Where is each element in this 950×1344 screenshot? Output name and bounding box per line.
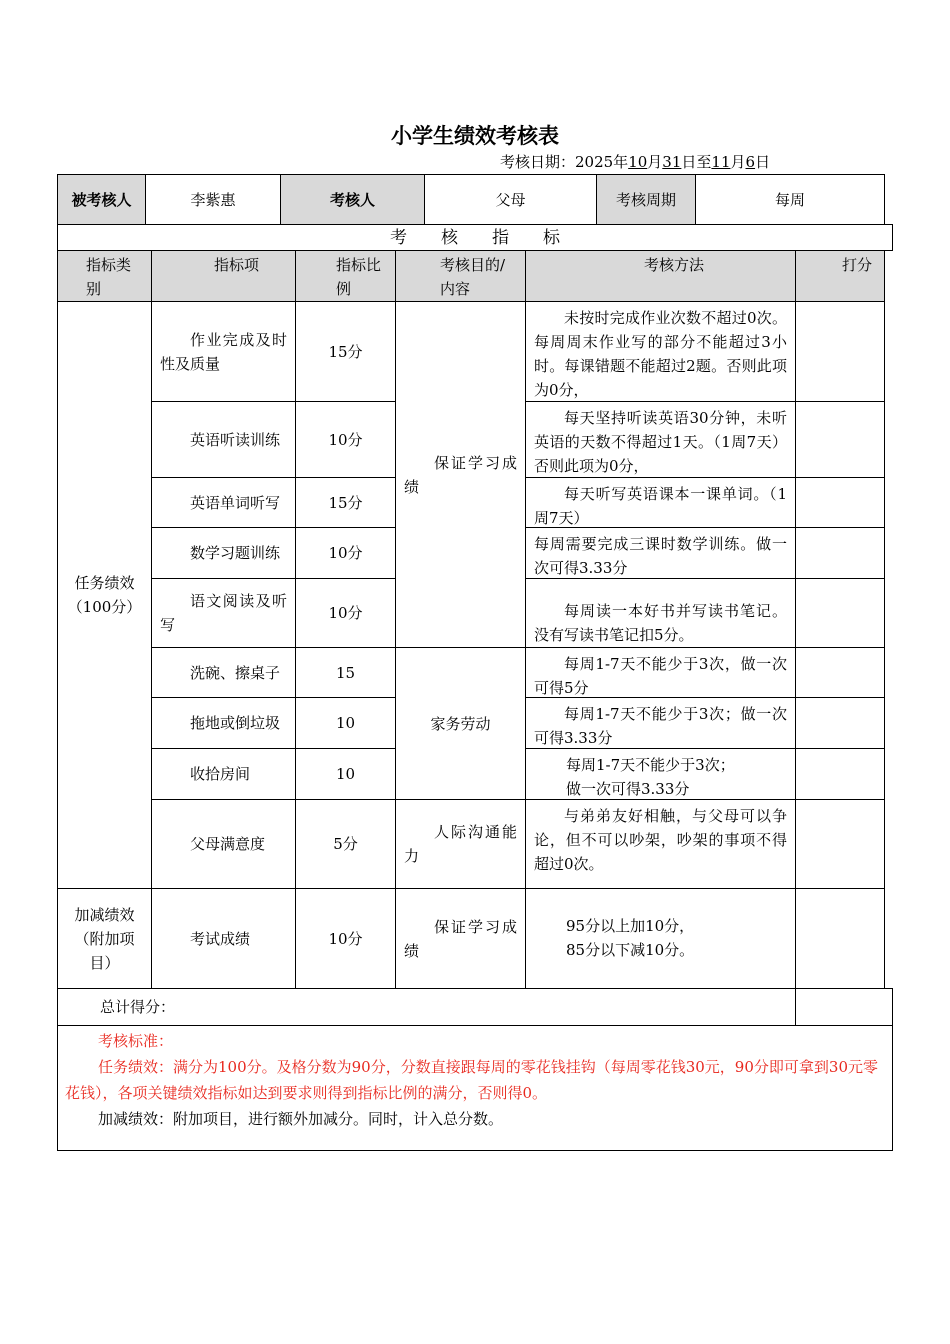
item-exam-score: 考试成绩 xyxy=(151,888,296,989)
date-month-label: 月 xyxy=(647,153,663,171)
category-task: 任务绩效（100分） xyxy=(57,301,152,889)
item-mopping: 拖地或倒垃圾 xyxy=(151,697,296,749)
indicators-heading: 考 核 指 标 xyxy=(57,224,893,251)
score-cell-dishes[interactable] xyxy=(795,647,885,698)
weight-parent-satisfaction: 5分 xyxy=(295,799,396,889)
item-math-practice: 数学习题训练 xyxy=(151,527,296,579)
score-cell-english-dictation[interactable] xyxy=(795,477,885,528)
date-day-label: 日 xyxy=(755,153,771,171)
weight-english-dictation: 15分 xyxy=(295,477,396,528)
total-label: 总计得分： xyxy=(57,988,796,1026)
weight-english-listening: 10分 xyxy=(295,401,396,478)
item-chinese-reading: 语文阅读及听写 xyxy=(151,578,296,648)
method-exam-line2: 85分以下减10分。 xyxy=(566,941,695,959)
method-tidy-room xyxy=(525,748,796,800)
period-label: 考核周期 xyxy=(596,174,696,225)
method-dishes: 每周1-7天不能少于3次，做一次可得5分 xyxy=(525,647,796,698)
date-start-month: 10 xyxy=(628,153,648,171)
method-mopping: 每周1-7天不能少于3次；做一次可得3.33分 xyxy=(525,697,796,749)
method-math-practice: 每周需要完成三课时数学训练。做一次可得3.33分 xyxy=(525,527,796,579)
method-parent-satisfaction: 与弟弟友好相触，与父母可以争论，但不可以吵架，吵架的事项不得超过0次。 xyxy=(525,799,796,889)
method-chinese-reading: 每周读一本好书并写读书笔记。没有写读书笔记扣5分。 xyxy=(525,578,796,648)
item-english-dictation: 英语单词听写 xyxy=(151,477,296,528)
purpose-exam: 保证学习成绩 xyxy=(395,888,526,989)
assessment-date xyxy=(500,151,770,172)
weight-tidy-room: 10 xyxy=(295,748,396,800)
assessor-label: 考核人 xyxy=(280,174,425,225)
weight-chinese-reading: 10分 xyxy=(295,578,396,648)
col-score: 打分 xyxy=(795,250,885,302)
item-parent-satisfaction: 父母满意度 xyxy=(151,799,296,889)
purpose-study: 保证学习成绩 xyxy=(395,301,526,648)
weight-mopping: 10 xyxy=(295,697,396,749)
col-category: 指标类别 xyxy=(57,250,152,302)
score-cell-exam-score[interactable] xyxy=(795,888,885,989)
standard-task: 任务绩效：满分为100分。及格分数为90分，分数直接跟每周的零花钱挂钩（每周零花钱30元，90分即可拿到30元零花钱），各项关键绩效指标如达到要求则得到指标比例的满分，否则得0。 xyxy=(65,1058,878,1102)
col-weight: 指标比例 xyxy=(295,250,396,302)
assessor-value: 父母 xyxy=(424,174,597,225)
category-bonus: 加减绩效（附加项目） xyxy=(57,888,152,989)
method-tidy-room-line2: 做一次可得3.33分 xyxy=(566,780,690,798)
assessee-value: 李紫惠 xyxy=(145,174,281,225)
assessee-label: 被考核人 xyxy=(57,174,146,225)
col-item: 指标项 xyxy=(151,250,296,302)
date-prefix: 考核日期：2025年 xyxy=(500,153,629,171)
method-exam-line1: 95分以上加10分， xyxy=(566,917,695,935)
date-to-label: 日至 xyxy=(681,153,712,171)
period-value: 每周 xyxy=(695,174,885,225)
date-end-day: 6 xyxy=(745,153,756,171)
method-tidy-room-line1: 每周1-7天不能少于3次； xyxy=(566,756,735,774)
col-purpose: 考核目的/内容 xyxy=(395,250,526,302)
score-cell-math-practice[interactable] xyxy=(795,527,885,579)
item-homework: 作业完成及时性及质量 xyxy=(151,301,296,402)
date-start-day: 31 xyxy=(662,153,682,171)
score-cell-mopping[interactable] xyxy=(795,697,885,749)
item-tidy-room: 收拾房间 xyxy=(151,748,296,800)
score-cell-tidy-room[interactable] xyxy=(795,748,885,800)
method-exam-score xyxy=(525,888,796,989)
col-method: 考核方法 xyxy=(525,250,796,302)
method-english-listening: 每天坚持听读英语30分钟，未听英语的天数不得超过1天。（1周7天）否则此项为0分， xyxy=(525,401,796,478)
score-cell-parent-satisfaction[interactable] xyxy=(795,799,885,889)
weight-exam-score: 10分 xyxy=(295,888,396,989)
date-end-month: 11 xyxy=(711,153,731,171)
purpose-housework: 家务劳动 xyxy=(395,647,526,800)
standards-box xyxy=(57,1025,893,1151)
weight-math-practice: 10分 xyxy=(295,527,396,579)
total-score-cell[interactable] xyxy=(795,988,893,1026)
score-cell-chinese-reading[interactable] xyxy=(795,578,885,648)
item-english-listening: 英语听读训练 xyxy=(151,401,296,478)
method-english-dictation: 每天听写英语课本一课单词。（1周7天） xyxy=(525,477,796,528)
standard-heading: 考核标准： xyxy=(98,1032,174,1050)
score-cell-english-listening[interactable] xyxy=(795,401,885,478)
purpose-communication: 人际沟通能力 xyxy=(395,799,526,889)
score-cell-homework[interactable] xyxy=(795,301,885,402)
page-title: 小学生绩效考核表 xyxy=(391,124,559,148)
weight-dishes: 15 xyxy=(295,647,396,698)
standard-bonus: 加减绩效：附加项目，进行额外加减分。同时，计入总分数。 xyxy=(98,1110,504,1128)
weight-homework: 15分 xyxy=(295,301,396,402)
method-homework: 未按时完成作业次数不超过0次。每周周末作业写的部分不能超过3小时。每课错题不能超过2题。否则此项为0分， xyxy=(525,301,796,402)
item-dishes: 洗碗、擦桌子 xyxy=(151,647,296,698)
date-month-label-2: 月 xyxy=(730,153,746,171)
